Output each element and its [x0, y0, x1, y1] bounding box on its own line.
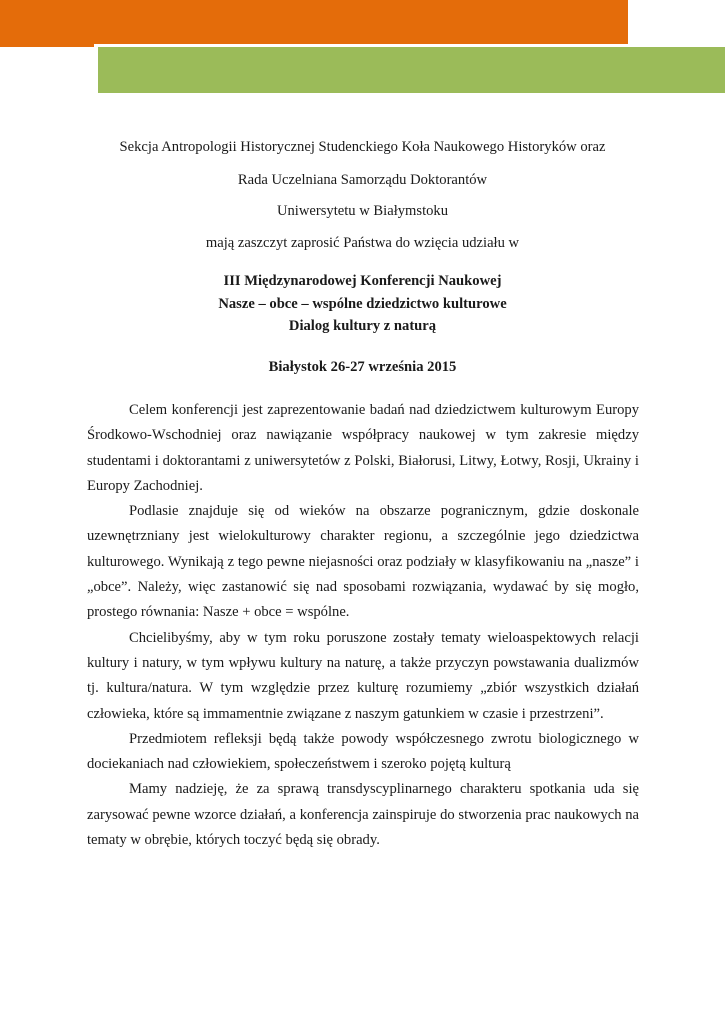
intro-line-invitation: mają zaszczyt zaprosić Państwa do wzięcia udziału w [205, 235, 520, 251]
header-green-bar [98, 47, 725, 93]
paragraph-hope: Mamy nadzieję, że za sprawą transdyscyplinarnego charakteru spotkania uda się zarysować pewne wzorce działań, a konferencja zainspiruje do stworzenia prac naukowych na tematy w obrębie, których toczyć będą się obrady. [87, 781, 639, 849]
body-text [87, 398, 639, 853]
paragraph-reflection: Przedmiotem refleksji będą także powody współczesnego zwrotu biologicznego w dociekaniach nad człowiekiem, społeczeństwem i szeroko pojętą kulturą [87, 730, 639, 773]
intro-line-council: Rada Uczelniana Samorządu Doktorantów [237, 172, 488, 188]
conference-date: Białystok 26-27 września 2015 [268, 359, 457, 375]
paragraph-topics: Chcielibyśmy, aby w tym roku poruszone zostały tematy wieloaspektowych relacji kultury i natury, w tym wpływu kultury na naturę, a także przyczyn powstawania dualizmów tj. kultura/natura. W tym względzie przez kulturę rozumiemy „zbiór wszystkich działań człowieka, które są immamentnie związane z naszym gatunkiem w czasie i przestrzeni”. [87, 629, 639, 722]
intro-line-university: Uniwersytetu w Białymstoku [276, 203, 449, 219]
conference-title: III Międzynarodowej Konferencji Naukowej [223, 273, 502, 289]
conference-subtitle: Nasze – obce – wspólne dziedzictwo kulturowe [218, 296, 507, 312]
header-orange-bar [0, 0, 628, 47]
paragraph-podlasie: Podlasie znajduje się od wieków na obszarze pogranicznym, gdzie doskonale uzewnętrzniany jest wielokulturowy charakter regionu, a szczególnie jego dziedzictwa kulturowego. Wynikają z tego pewne niejasności oraz podziały w klasyfikowaniu na „nasze” i „obce”. Należy, więc zastanowić się nad sposobami rozwiązania, wydawać by się mogło, prostego równania: Nasze + obce = wspólne. [87, 503, 639, 621]
paragraph-goal: Celem konferencji jest zaprezentowanie badań nad dziedzictwem kulturowym Europy Środkowo-Wschodniej oraz nawiązanie współpracy naukowej w tym zakresie między studentami i doktorantami z uniwersytetów z Polski, Białorusi, Litwy, Łotwy, Rosji, Ukrainy i Europy Zachodniej. [87, 402, 639, 494]
conference-theme: Dialog kultury z naturą [288, 318, 437, 334]
intro-line-organizers: Sekcja Antropologii Historycznej Studenckiego Koła Naukowego Historyków oraz [119, 139, 606, 155]
